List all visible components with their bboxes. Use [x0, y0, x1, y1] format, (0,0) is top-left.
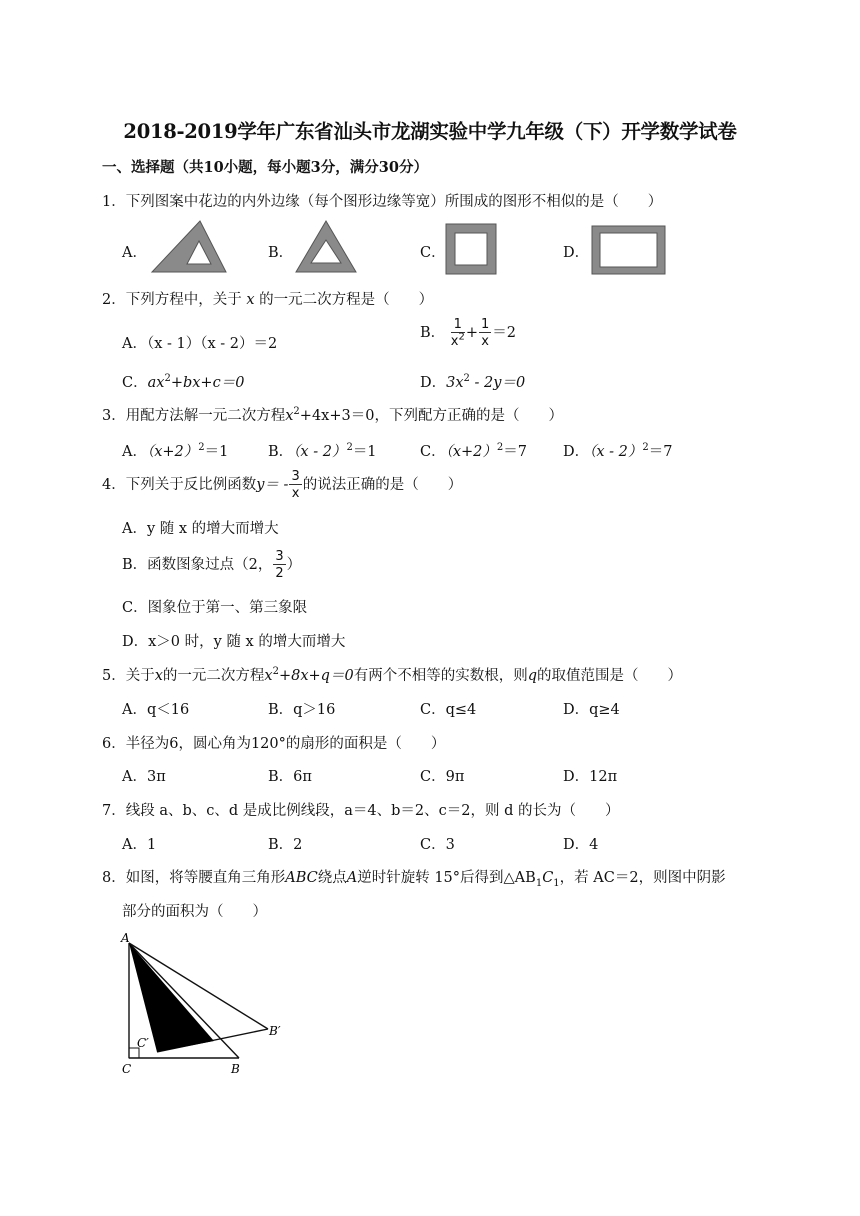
q8-label-c: C	[122, 1062, 132, 1076]
q3-stem-post: +4x+3＝0，下列配方正确的是（ ）	[299, 408, 563, 424]
q2-b-frac1-num: 1	[451, 318, 465, 333]
q1-figure-a-triangle	[150, 219, 228, 275]
q8-line1-sub2: 1	[553, 877, 560, 889]
q8-line1-end: ，若 AC＝2，则图中阴影	[559, 870, 726, 886]
q5-option-a: A．q＜16	[122, 702, 190, 718]
q2-d-exp: 2	[463, 373, 470, 385]
q4-b-frac-num: 3	[275, 549, 284, 564]
q3-option-c-exp: 2	[496, 442, 504, 454]
q6-option-d: D．12π	[563, 769, 618, 785]
q3-option-a-rhs: ＝1	[204, 444, 229, 460]
page-title: 2018-2019学年广东省汕头市龙湖实验中学九年级（下）开学数学试卷	[123, 120, 737, 143]
q6-option-a: A．3π	[122, 769, 166, 785]
q2-option-c-label: C．	[122, 375, 148, 391]
q3-stem-x: x	[285, 408, 294, 424]
q4-frac-den: x	[291, 486, 300, 501]
q3-option-c-label: C．	[420, 444, 446, 460]
q3-option-a-label: A．	[122, 444, 147, 460]
q5-eq-x: x	[264, 668, 273, 684]
question-7-stem: 7．线段 a、b、c、d 是成比例线段，a＝4、b＝2、c＝2，则 d 的长为（ ）	[102, 803, 620, 819]
q4-stem-pre: 4．下列关于反比例函数	[102, 477, 257, 493]
q8-line1-mid: 绕点	[317, 870, 347, 886]
q8-line1-abc: ABC	[285, 870, 318, 886]
q8-line1-pre: 8．如图，将等腰直角三角形	[102, 870, 286, 886]
q8-figure-lines	[129, 943, 268, 1058]
q4-stem-y: y＝ -	[256, 477, 289, 493]
q4-fraction	[289, 470, 301, 500]
q3-stem-pre: 3．用配方法解一元二次方程	[102, 408, 286, 424]
q2-b-fraction-1	[451, 318, 465, 348]
q5-stem-end: 的取值范围是（ ）	[537, 668, 682, 684]
q1-option-d-label: D．	[563, 245, 590, 261]
q3-stem-exp: 2	[293, 406, 300, 418]
q2-d-term: 3x	[446, 375, 464, 391]
q8-line1-c: C	[542, 870, 554, 886]
q8-line1-sub1: 1	[535, 877, 543, 889]
q8-line1-a: A	[346, 870, 358, 886]
q2-b-frac2-num: 1	[481, 317, 490, 332]
q3-option-c-rhs: ＝7	[503, 444, 528, 460]
q3-option-a-exp: 2	[198, 442, 205, 454]
question-6-stem: 6．半径为6，圆心角为120°的扇形的面积是（ ）	[102, 736, 446, 752]
q2-stem-var: x	[246, 292, 255, 308]
q2-c-rest: +bx+c＝0	[170, 375, 245, 391]
q3-option-d	[563, 440, 673, 461]
q1-figure-d-rectangle	[591, 225, 666, 275]
q2-stem-pre: 2．下列方程中，关于	[102, 292, 242, 308]
question-8-stem-line2: 部分的面积为（ ）	[122, 904, 267, 920]
q4-b-fraction	[273, 550, 285, 580]
q8-label-c-prime: C′	[137, 1036, 149, 1050]
question-3-stem	[102, 404, 563, 425]
question-8-stem-line1	[102, 866, 726, 887]
q2-option-a	[122, 332, 277, 353]
q2-option-c	[122, 371, 244, 392]
q2-b-frac1-den	[451, 333, 465, 348]
q2-option-b	[420, 318, 516, 348]
q3-option-b-rhs: ＝1	[352, 444, 377, 460]
q2-d-rest: - 2y＝0	[469, 375, 526, 391]
q4-frac-num: 3	[291, 469, 300, 484]
q2-option-a-label: A．	[122, 336, 147, 352]
q2-b-frac1-exp: 2	[458, 331, 465, 343]
q1-option-b-label: B．	[268, 245, 294, 261]
q5-stem-q: q	[527, 668, 537, 684]
q7-option-b: B．2	[268, 837, 303, 853]
q7-option-c: C．3	[420, 837, 455, 853]
q1-option-a-label: A．	[122, 245, 147, 261]
q2-c-exp: 2	[164, 373, 171, 385]
q8-label-b: B	[231, 1062, 240, 1076]
q5-stem-pre: 5．关于	[102, 668, 155, 684]
q5-stem-mid: 的一元二次方程	[162, 668, 265, 684]
q3-option-d-base: （x - 2）	[589, 444, 643, 460]
q2-b-frac2-den: x	[481, 334, 489, 349]
q2-option-d	[420, 371, 525, 392]
q8-label-a: A	[121, 931, 130, 945]
q8-label-b-prime: B′	[269, 1024, 281, 1038]
q3-option-d-label: D．	[563, 444, 590, 460]
question-5-stem	[102, 664, 682, 685]
question-1-stem: 1．下列图案中花边的内外边缘（每个图形边缘等宽）所围成的图形不相似的是（ ）	[102, 194, 663, 210]
q5-eq-exp: 2	[272, 666, 279, 678]
question-2-stem	[102, 288, 433, 309]
q8-line1-post: 逆时针旋转 15°后得到△AB	[357, 870, 536, 886]
q2-b-fraction-2	[479, 318, 491, 348]
q2-stem-post: 的一元二次方程是（ ）	[259, 292, 434, 308]
question-4-stem	[102, 470, 462, 500]
q1-figure-b-triangle	[294, 219, 358, 275]
q3-option-b-exp: 2	[346, 442, 353, 454]
q1-option-c-label: C．	[420, 245, 446, 261]
q4-option-a: A．y 随 x 的增大而增大	[122, 521, 279, 537]
q6-option-c: C．9π	[420, 769, 465, 785]
q5-eq-rest: +8x+q＝0	[278, 668, 354, 684]
q3-option-d-rhs: ＝7	[648, 444, 673, 460]
q2-c-term: ax	[147, 375, 165, 391]
q1-figure-c-square	[445, 223, 497, 275]
q7-option-d: D．4	[563, 837, 599, 853]
q5-stem-x: x	[154, 668, 163, 684]
q3-option-c	[420, 440, 527, 461]
q6-option-b: B．6π	[268, 769, 312, 785]
q3-option-c-base: （x+2）	[445, 444, 497, 460]
q3-option-b-base: （x - 2）	[293, 444, 347, 460]
q3-option-b-label: B．	[268, 444, 294, 460]
q4-option-b-pre: B．函数图象过点（2，	[122, 557, 273, 573]
q4-stem-post: 的说法正确的是（ ）	[302, 477, 463, 493]
q3-option-d-exp: 2	[642, 442, 649, 454]
q4-b-frac-den: 2	[275, 566, 284, 581]
q2-b-frac1-den-x: x	[450, 334, 459, 349]
q3-option-a-base: （x+2）	[146, 444, 199, 460]
q3-option-a	[122, 440, 228, 461]
q2-option-d-label: D．	[420, 375, 447, 391]
q4-option-c: C．图象位于第一、第三象限	[122, 600, 308, 616]
q5-option-c: C．q≤4	[420, 702, 477, 718]
q7-option-a: A．1	[122, 837, 157, 853]
q5-option-b: B．q＞16	[268, 702, 336, 718]
q5-stem-post: 有两个不相等的实数根，则	[353, 668, 528, 684]
q4-option-d: D．x＞0 时，y 随 x 的增大而增大	[122, 634, 346, 650]
q5-option-d: D．q≥4	[563, 702, 620, 718]
section-heading: 一、选择题（共10小题，每小题3分，满分30分）	[102, 159, 428, 176]
q4-option-b-post: ）	[286, 557, 302, 573]
q8-geometry-figure	[115, 930, 295, 1080]
q4-option-b	[122, 550, 301, 580]
q3-option-b	[268, 440, 377, 461]
q2-b-rhs: ＝2	[492, 325, 517, 341]
q2-b-plus: +	[465, 325, 478, 341]
q2-option-a-text: （x - 1）（x - 2）＝2	[146, 336, 278, 352]
q2-option-b-label: B．	[420, 325, 446, 341]
